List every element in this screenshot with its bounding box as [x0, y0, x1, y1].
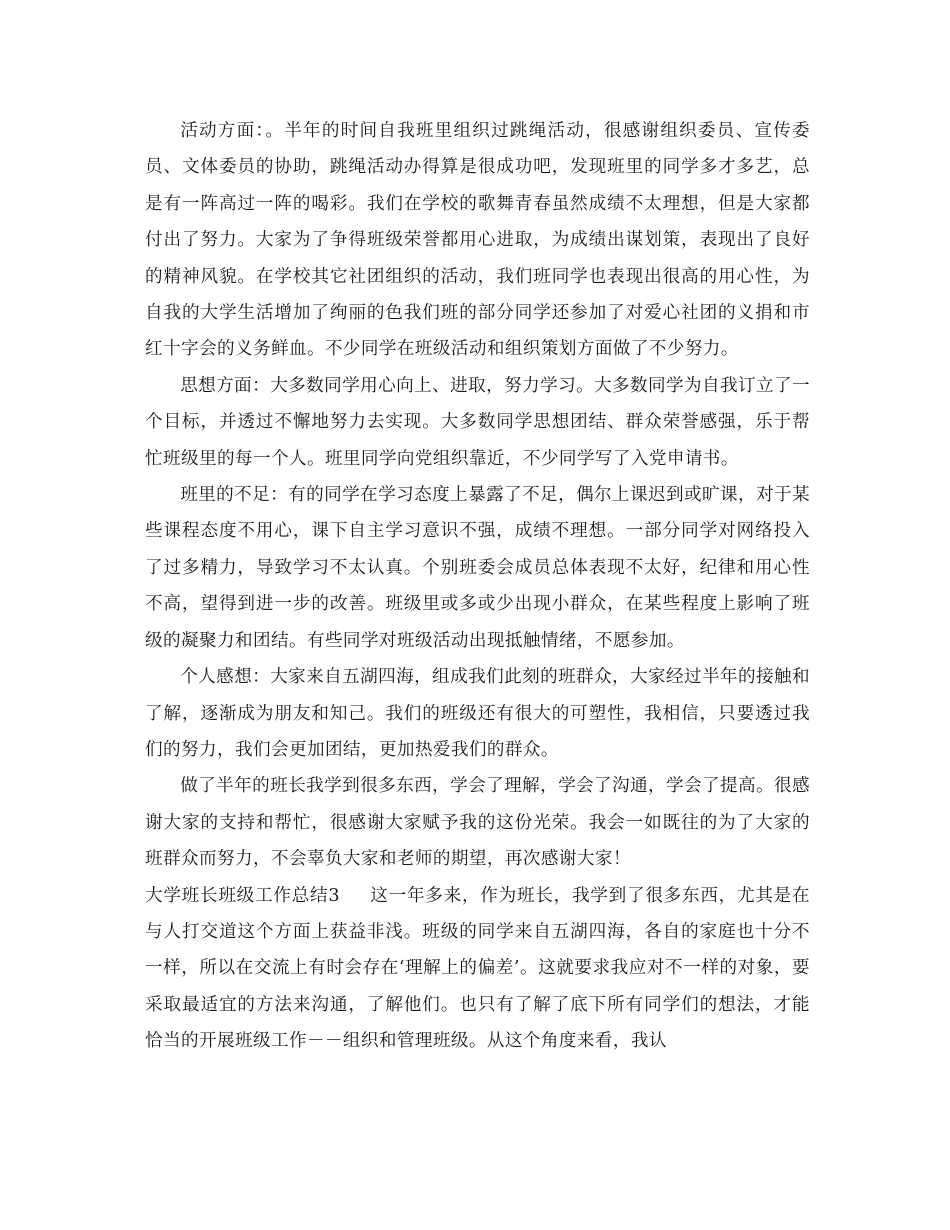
paragraph-thoughts: 思想方面：大多数同学用心向上、进取，努力学习。大多数同学为自我订立了一个目标，并透过不懈地努力去实现。大多数同学思想团结、群众荣誉感强，乐于帮忙班级里的每一个人。班里同学向党组织靠近，不少同学写了入党申请书。 [145, 375, 810, 469]
paragraph-monitor-reflection: 做了半年的班长我学到很多东西，学会了理解，学会了沟通，学会了提高。很感谢大家的支持和帮忙，很感谢大家赋予我的这份光荣。我会一如既往的为了大家的班群众而努力，不会辜负大家和老师的期望，再次感谢大家！ [145, 776, 810, 870]
paragraph-personal-feelings: 个人感想：大家来自五湖四海，组成我们此刻的班群众，大家经过半年的接触和了解，逐渐成为朋友和知己。我们的班级还有很大的可塑性，我相信，只要透过我们的努力，我们会更加团结，更加热爱我们的群众。 [145, 667, 810, 760]
paragraph-activities: 活动方面：。半年的时间自我班里组织过跳绳活动，很感谢组织委员、宣传委员、文体委员的协助，跳绳活动办得算是很成功吧，发现班里的同学多才多艺，总是有一阵高过一阵的喝彩。我们在学校的歌舞青春虽然成绩不太理想，但是大家都付出了努力。大家为了争得班级荣誉都用心进取，为成绩出谋划策，表现出了良好的精神风貌。在学校其它社团组织的活动，我们班同学也表现出很高的用心性，为自我的大学生活增加了绚丽的色我们班的部分同学还参加了对爱心社团的义捐和市红十字会的义务鲜血。不少同学在班级活动和组织策划方面做了不少努力。 [145, 121, 810, 360]
document-page [145, 113, 810, 1060]
paragraph-shortcomings: 班里的不足：有的同学在学习态度上暴露了不足，偶尔上课迟到或旷课，对于某些课程态度不用心，课下自主学习意识不强，成绩不理想。一部分同学对网络投入了过多精力，导致学习不太认真。个别班委会成员总体表现不太好，纪律和用心性不高，望得到进一步的改善。班级里或多或少出现小群众，在某些程度上影响了班级的凝聚力和团结。有些同学对班级活动出现抵触情绪，不愿参加。 [145, 485, 810, 651]
section-3-body: 这一年多来，作为班长，我学到了很多东西，尤其是在与人打交道这个方面上获益非浅。班级的同学来自五湖四海，各自的家庭也十分不一样，所以在交流上有时会存在‘理解上的偏差’。这就要求我应对不一样的对象，要采取最适宜的方法来沟通，了解他们。也只有了解了底下所有同学们的想法，才能恰当的开展班级工作－－组织和管理班级。从这个角度来看，我认 [145, 885, 810, 1052]
paragraph-section-3 [145, 878, 810, 1060]
section-heading: 大学班长班级工作总结3 [145, 885, 340, 906]
